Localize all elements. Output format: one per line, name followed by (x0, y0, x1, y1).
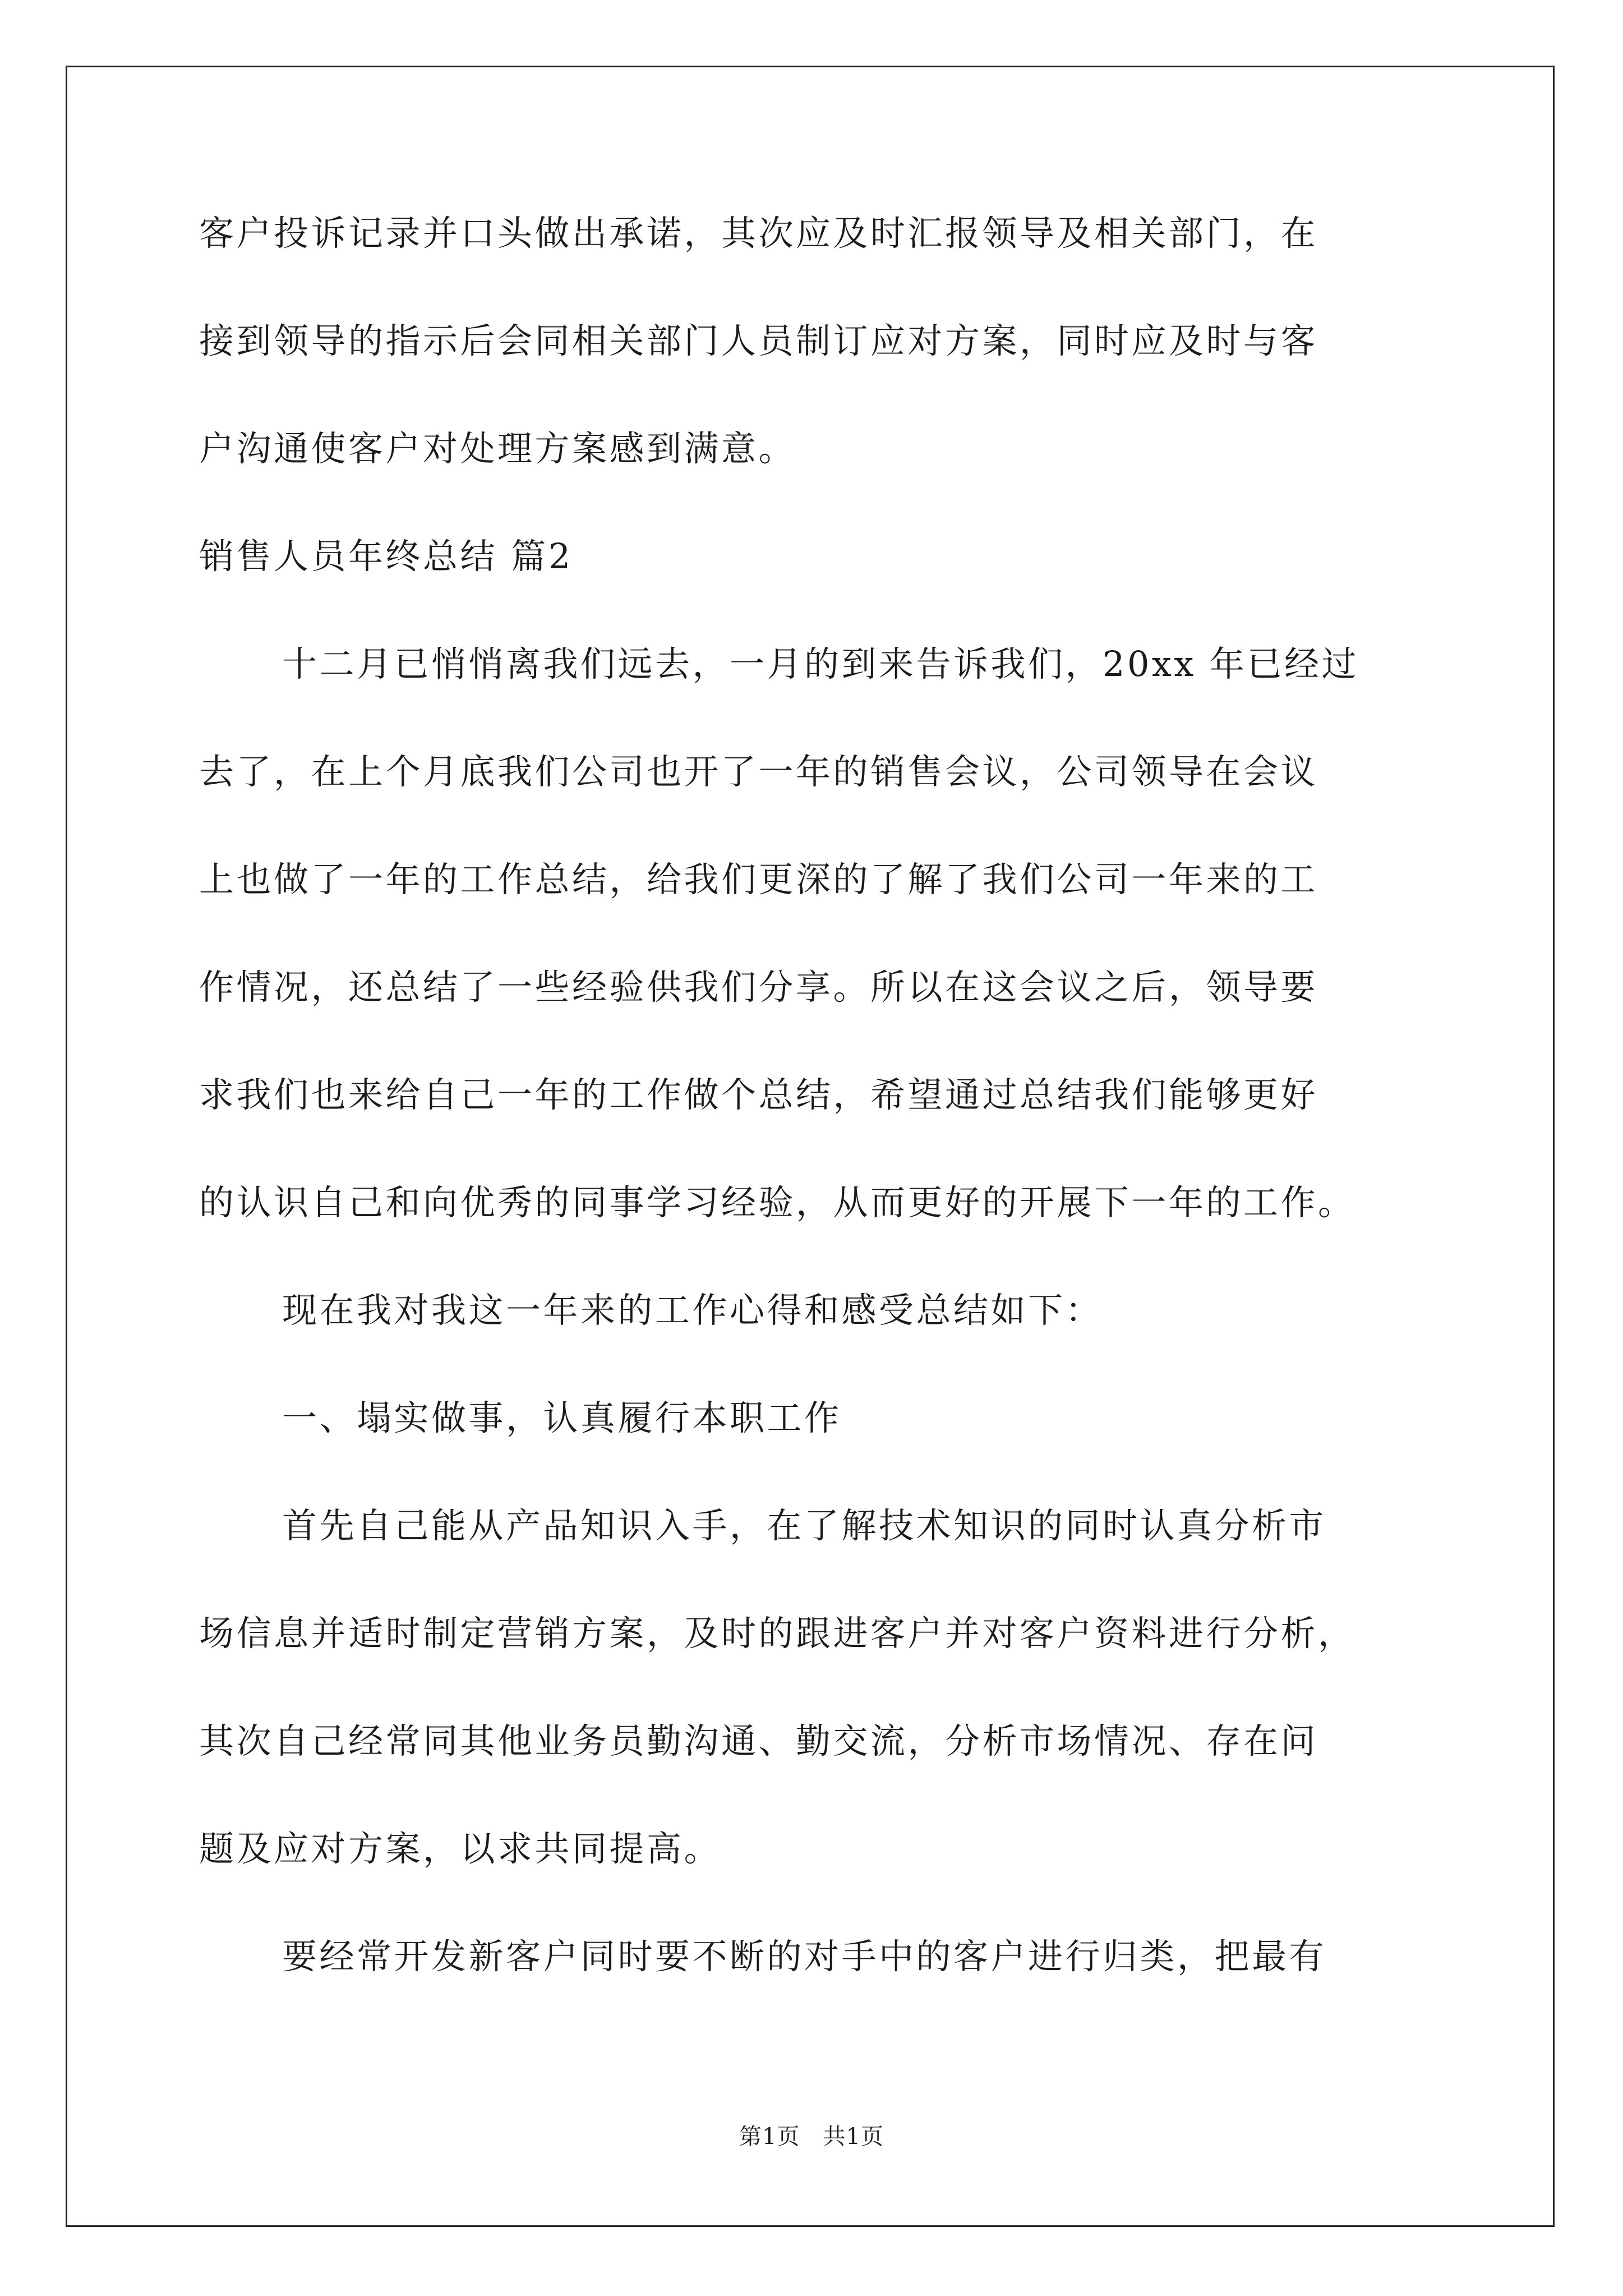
subheading: 一、塌实做事，认真履行本职工作 (282, 1397, 842, 1438)
text-line: 的认识自己和向优秀的同事学习经验，从而更好的开展下一年的工作。 (199, 1182, 1355, 1223)
document-body (199, 213, 1427, 1977)
text-line: 题及应对方案，以求共同提高。 (199, 1828, 722, 1869)
text-line: 作情况，还总结了一些经验供我们分享。所以在这会议之后，领导要 (199, 967, 1318, 1007)
text-line: 客户投诉记录并口头做出承诺，其次应及时汇报领导及相关部门，在 (199, 213, 1318, 254)
text-line: 场信息并适时制定营销方案，及时的跟进客户并对客户资料进行分析， (199, 1613, 1355, 1654)
text-line: 求我们也来给自己一年的工作做个总结，希望通过总结我们能够更好 (199, 1074, 1318, 1115)
text-line: 现在我对我这一年来的工作心得和感受总结如下： (282, 1290, 1103, 1331)
text-line: 户沟通使客户对处理方案感到满意。 (199, 428, 796, 469)
text-line: 去了，在上个月底我们公司也开了一年的销售会议，公司领导在会议 (199, 751, 1318, 792)
text-line: 要经常开发新客户同时要不断的对手中的客户进行归类，把最有 (282, 1936, 1327, 1977)
section-heading: 销售人员年终总结 篇2 (199, 536, 573, 577)
text-line: 接到领导的指示后会同相关部门人员制订应对方案，同时应及时与客 (199, 320, 1318, 361)
page-number-footer: 第1页 共1页 (739, 2124, 884, 2150)
text-line: 其次自己经常同其他业务员勤沟通、勤交流，分析市场情况、存在问 (199, 1720, 1318, 1761)
text-line: 十二月已悄悄离我们远去，一月的到来告诉我们，20xx 年已经过 (282, 643, 1359, 684)
text-line: 上也做了一年的工作总结，给我们更深的了解了我们公司一年来的工 (199, 859, 1318, 900)
text-line: 首先自己能从产品知识入手，在了解技术知识的同时认真分析市 (282, 1505, 1327, 1546)
